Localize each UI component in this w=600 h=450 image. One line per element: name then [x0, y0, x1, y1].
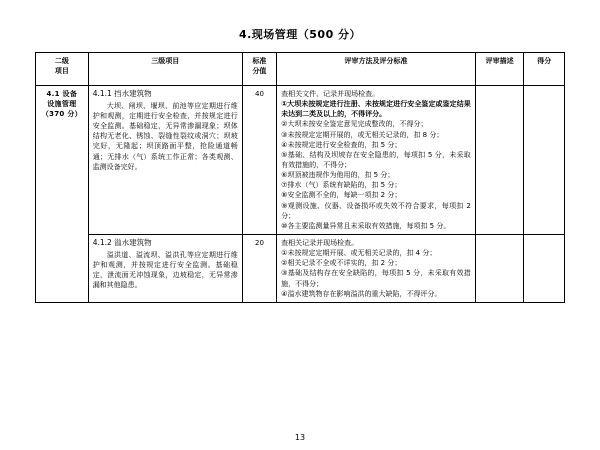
column-header-criteria: 评审方法及评分标准: [277, 53, 476, 86]
table-row: [36, 234, 565, 302]
column-header-standard-score-line1: 标准: [252, 57, 267, 65]
criteria-line: ⑩各主要监测量异常且未采取有效措施，每项扣 5 分。: [281, 221, 451, 230]
review-description-cell[interactable]: [475, 234, 524, 302]
criteria-line: ①大坝未按规定进行注册、未按规定进行安全鉴定或鉴定结果未达到二类及以上的，不得评分。: [281, 100, 471, 119]
standard-score-cell: 20: [242, 234, 276, 302]
page-title: 4.现场管理（500 分）: [238, 28, 362, 41]
item-description: 溢洪道、溢流坝、溢洪孔等应定期进行维护和观测，并按规定进行安全监测。基础稳定，泄流面无冲蚀现象，边坡稳定，无异常渗漏和其他隐患。: [92, 250, 238, 290]
column-header-review-description: 评审描述: [475, 53, 524, 86]
criteria-line: ②相关记录不全或不详实的，扣 2 分；: [281, 259, 402, 268]
criteria-line: ⑧安全监测不全的，每缺一项扣 2 分；: [281, 191, 402, 200]
column-header-standard-score: [242, 53, 276, 86]
score-cell[interactable]: [524, 234, 565, 302]
criteria-line: ⑦排水（气）系统有缺陷的，扣 5 分；: [281, 181, 402, 190]
criteria-line: ④未按规定进行安全检查的，扣 5 分；: [281, 140, 402, 149]
table-row: [36, 86, 565, 235]
criteria-line: ③基础及结构存在安全缺陷的，每项扣 5 分，未采取有效措施，不得分；: [281, 269, 471, 288]
criteria-line: ⑨观测设施、仪器、设备损坏或失效不符合要求，每项扣 2 分；: [281, 201, 471, 220]
criteria-line: ⑤基础、结构及坝坡存在安全隐患的，每项扣 5 分，未采取有效措施的，不得分；: [281, 150, 471, 169]
document-page: [0, 26, 600, 450]
criteria-cell: [277, 86, 476, 235]
column-header-level3: 三级项目: [88, 53, 242, 86]
column-header-level2-line2: 项目: [54, 67, 69, 76]
criteria-line: ④溢水建筑物存在影响溢洪的重大缺陷，不得评分。: [281, 289, 442, 298]
score-cell[interactable]: [524, 86, 565, 235]
category-line1: 4.1 设备: [46, 90, 78, 98]
column-header-standard-score-line2: 分值: [252, 67, 267, 76]
table-header-row: [36, 53, 565, 86]
table-body: [36, 86, 565, 303]
item-description: 大坝、闸坝、堰坝、前池等应定期进行维护和观测，定期进行安全检查，并按规定进行安全监测。基础稳定，无异常渗漏现象；坝体结构无老化、锈蚀、裂缝性裂纹或洞穴；坝坡完好，无隆起；坝顶路面平整，抢险通道畅通；无排水（气）系统工作正常；各类观测、监测设备完好。: [92, 101, 238, 171]
page-number: 13: [294, 433, 306, 442]
criteria-line: ①未按规定定期开展、或无相关记录的，扣 4 分；: [281, 249, 437, 258]
criteria-line: ③未按规定定期开展的，或无相关记录的，扣 8 分；: [281, 130, 444, 139]
column-header-level2: [36, 53, 89, 86]
item-cell: [88, 86, 242, 235]
criteria-line: ②大坝未按安全鉴定意见完成整改的，不得分；: [281, 120, 428, 129]
review-description-cell[interactable]: [475, 86, 524, 235]
table-header: [36, 53, 565, 86]
evaluation-table: [35, 52, 565, 303]
criteria-line: 查相关记录并现场检查。: [281, 238, 359, 247]
standard-score-cell: 40: [242, 86, 276, 235]
column-header-level2-line1: 二级: [54, 57, 69, 65]
criteria-cell: [277, 234, 476, 302]
criteria-line: 查相关文件、记录并现场检查。: [281, 90, 380, 98]
criteria-line: ⑥坝顶被违规作为他用的，扣 5 分；: [281, 171, 395, 180]
item-title: 4.1.2 溢水建筑物: [92, 237, 152, 247]
category-cell: [36, 86, 89, 303]
item-cell: [88, 234, 242, 302]
item-title: 4.1.1 挡水建筑物: [92, 89, 152, 98]
column-header-score: 得分: [524, 53, 565, 86]
category-line3: （370 分）: [41, 110, 82, 119]
category-line2: 设施管理: [47, 100, 77, 109]
